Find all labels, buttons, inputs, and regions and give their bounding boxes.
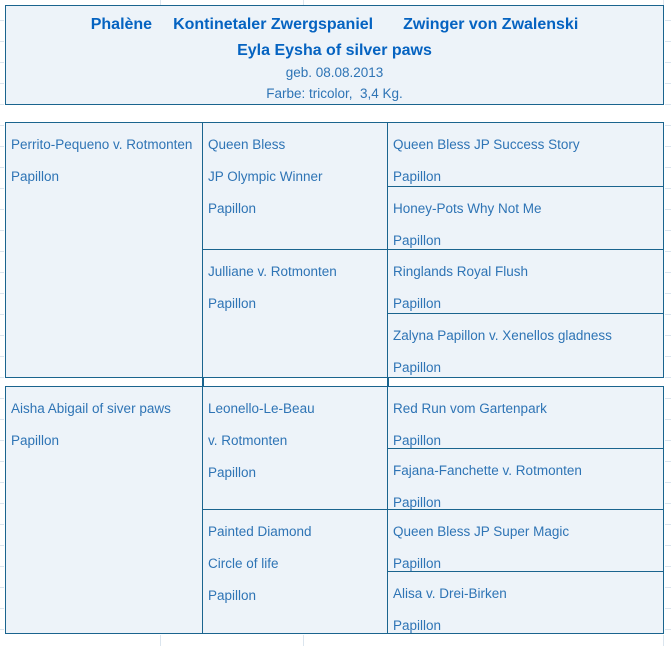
breed-line: Papillon xyxy=(208,588,257,603)
dog-name: Eyla Eysha of silver paws xyxy=(237,42,432,59)
breed-line: Papillon xyxy=(393,232,442,248)
great-grandparent-cell xyxy=(388,250,663,314)
header-box xyxy=(5,5,664,105)
pedigree-table-sire xyxy=(5,122,664,378)
breed-name-kontinetaler: Kontinetaler Zwergspaniel xyxy=(173,16,374,33)
dog-name-line: v. Rotmonten xyxy=(208,433,288,448)
breed-line: Papillon xyxy=(393,556,442,571)
breed-line: Papillon xyxy=(11,169,60,184)
breed-line: Papillon xyxy=(393,494,442,510)
dog-name-line: Aisha Abigail of siver paws xyxy=(11,401,171,416)
birth-date: geb. 08.08.2013 xyxy=(285,65,384,80)
breed-line: Papillon xyxy=(393,617,442,633)
great-grandparent-cell xyxy=(388,387,663,449)
dog-name-line: Julliane v. Rotmonten xyxy=(208,264,337,279)
color-weight: Farbe: tricolor, 3,4 Kg. xyxy=(266,86,403,101)
dam-cell xyxy=(6,387,203,633)
breed-line: Papillon xyxy=(393,169,442,184)
sheet-gridlines-bottom xyxy=(0,635,671,646)
pedigree-table-dam xyxy=(5,386,664,634)
sire-cell xyxy=(6,123,203,377)
great-grandparent-cell xyxy=(388,187,663,251)
dog-name-line: Honey-Pots Why Not Me xyxy=(393,200,542,216)
kennel-name: Zwinger von Zwalenski xyxy=(403,16,579,33)
dog-name-line: Queen Bless JP Super Magic xyxy=(393,524,570,539)
breed-line: Papillon xyxy=(393,359,442,375)
great-grandparent-cell xyxy=(388,510,663,572)
dog-name-line: Circle of life xyxy=(208,556,279,571)
great-grandparent-cell xyxy=(388,123,663,187)
breed-kennel-title xyxy=(6,14,663,35)
great-grandparent-cell xyxy=(388,314,663,378)
dog-name-line: Zalyna Papillon v. Xenellos gladness xyxy=(393,327,612,343)
dog-name-line: Fajana-Fanchette v. Rotmonten xyxy=(393,462,582,478)
breed-line: Papillon xyxy=(208,296,257,311)
dog-name-line: Leonello-Le-Beau xyxy=(208,401,315,416)
breed-name-phalene: Phalène xyxy=(90,16,153,33)
dam-granddam-cell xyxy=(203,510,388,633)
dam-grandsire-cell xyxy=(203,387,388,510)
breed-line: Papillon xyxy=(208,201,257,216)
dog-name-line: Ringlands Royal Flush xyxy=(393,264,529,279)
breed-line: Papillon xyxy=(208,465,257,480)
sheet-gridlines-left xyxy=(0,0,4,646)
dog-name-line: Red Run vom Gartenpark xyxy=(393,401,547,416)
sheet-gridlines-right xyxy=(665,0,671,646)
dog-name-line: JP Olympic Winner xyxy=(208,169,323,184)
dog-name-line: Painted Diamond xyxy=(208,524,312,539)
breed-line: Papillon xyxy=(393,433,442,448)
dog-name-line: Perrito-Pequeno v. Rotmonten xyxy=(11,137,193,152)
great-grandparent-cell xyxy=(388,572,663,634)
sire-granddam-cell xyxy=(203,250,388,377)
dog-name-line: Queen Bless xyxy=(208,137,286,152)
great-grandparent-cell xyxy=(388,449,663,511)
dog-name-line: Queen Bless JP Success Story xyxy=(393,137,580,152)
sire-grandsire-cell xyxy=(203,123,388,250)
dog-name-line: Alisa v. Drei-Birken xyxy=(393,585,507,601)
breed-line: Papillon xyxy=(393,296,442,311)
breed-line: Papillon xyxy=(11,433,60,448)
